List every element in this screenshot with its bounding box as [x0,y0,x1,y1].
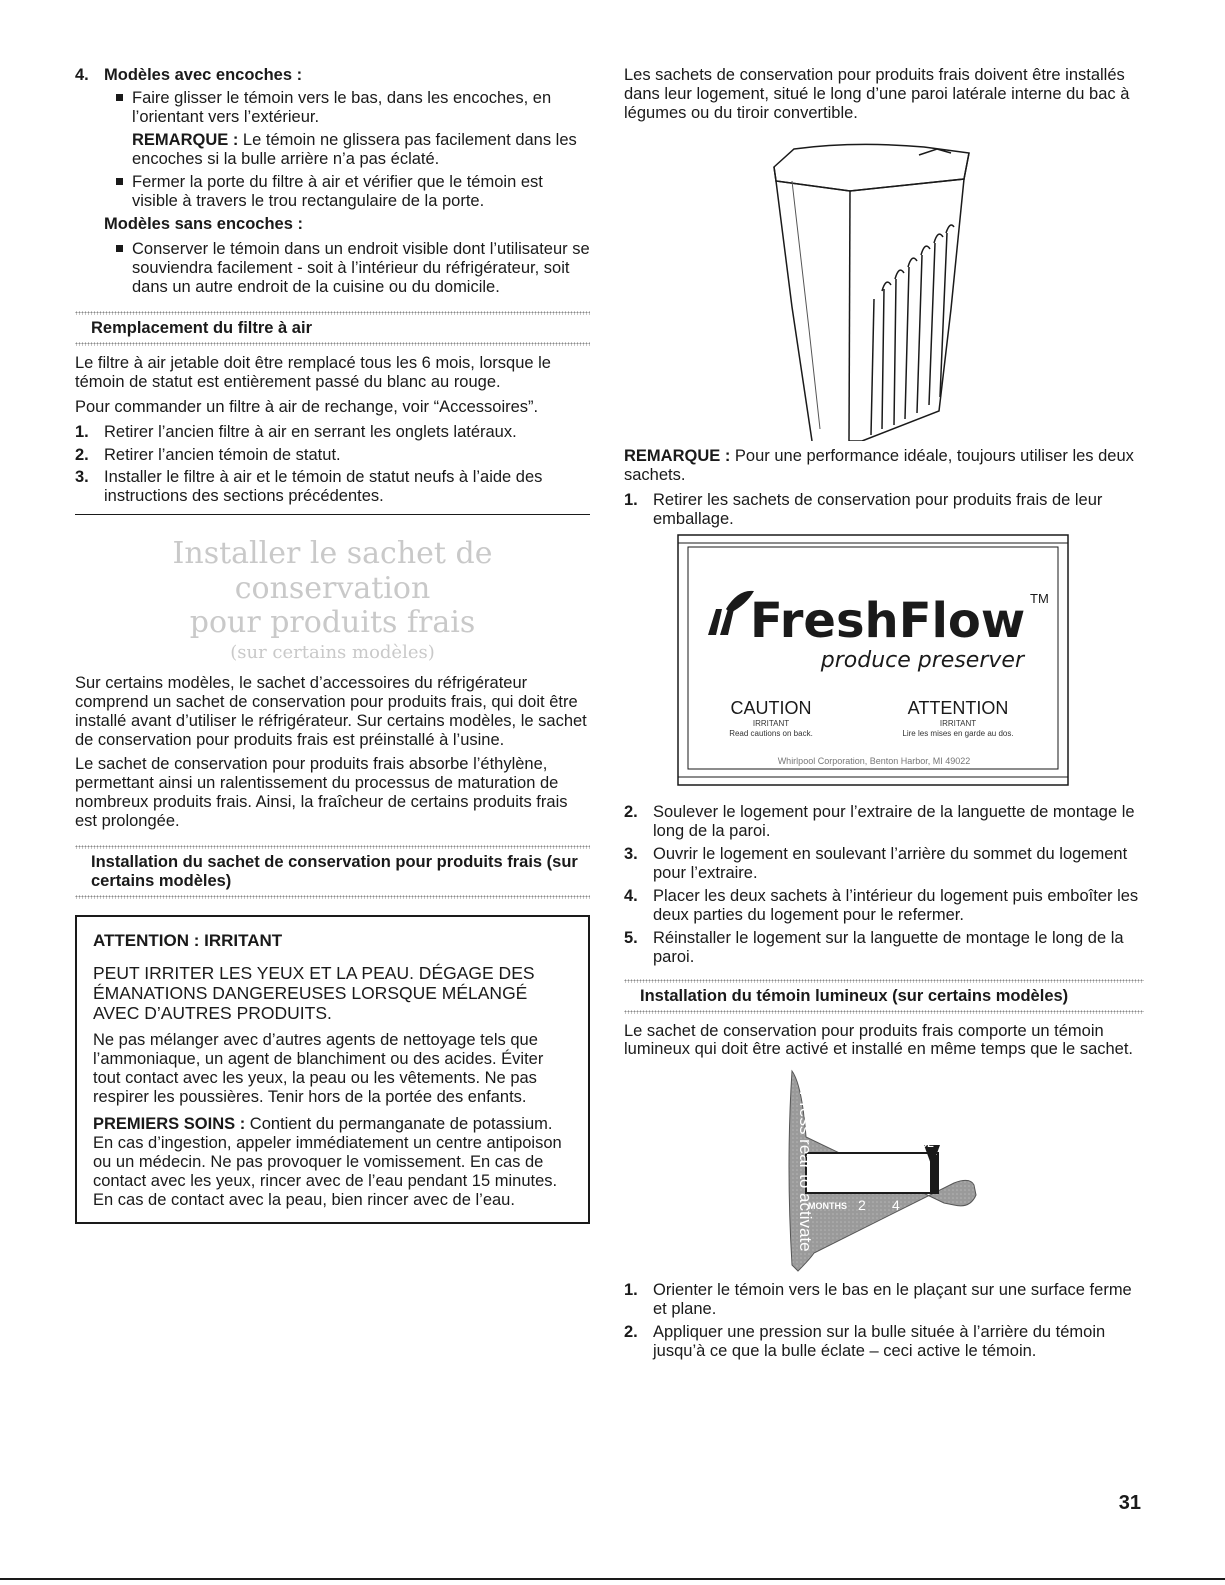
section-title [75,537,590,641]
note-label: REMARQUE : [132,130,239,149]
replace-step [75,446,590,465]
square-bullet-icon [116,178,123,185]
intro-paragraph: Sur certains modèles, le sachet d’accessoires du réfrigérateur comprend un sachet de conservation pour produits frais, qui doit être installé avant d’utiliser le réfrigérateur. Sur certains modèles, le sachet de conservation pour produits frais est préinstallé à l’usine. [75,673,587,749]
first-aid-label: PREMIERS SOINS : [93,1115,246,1134]
note-text: Pour une performance idéale, toujours utiliser les deux sachets. [624,446,1134,484]
caution-irritant: IRRITANT [752,718,790,728]
page-bottom-rule [0,1578,1225,1580]
bullet-text: Faire glisser le témoin vers le bas, dans les encoches, en l’orientant vers l’extérieur. [132,88,552,126]
step-text: Réinstaller le logement sur la languette de montage le long de la paroi. [653,928,1124,966]
note-paragraph [75,131,590,169]
first-aid-text: Contient du permanganate de potassium. En cas d’ingestion, appeler immédiatement un centre antipoison ou un médecin. Ne pas provoquer le vomissement. En cas de contact avec les yeux, rincer avec de l’eau pendant 15 minutes. En cas de contact avec la peau, bien rincer avec de l’eau. [93,1115,562,1209]
bullet-item [75,173,590,211]
step-number: 5. [624,928,638,947]
dotted-divider [624,1010,1144,1014]
note-label: REMARQUE : [624,446,731,465]
dotted-divider [75,342,590,346]
step-number: 4. [75,66,89,84]
step-number: 2. [624,1323,638,1342]
dotted-divider [75,895,590,899]
indicator-paragraph: Le sachet de conservation pour produits frais comporte un témoin lumineux qui doit être activé et installé en même temps que le sachet. [624,1021,1134,1059]
months-label: MONTHS [808,1201,847,1212]
step-text: Placer les deux sachets à l’intérieur du logement puis emboîter les deux parties du logement pour le refermer. [653,886,1139,924]
bullet-text: Conserver le témoin dans un endroit visible dont l’utilisateur se souviendra facilement - soit à l’intérieur du réfrigérateur, soit dans un autre endroit de la cuisine ou du domicile. [132,239,590,296]
step-notched-models [75,66,590,85]
indicator-step [624,1281,1144,1319]
month-4-label: 4 [892,1197,900,1214]
step-text: Retirer l’ancien témoin de statut. [104,445,341,464]
packet-step [624,887,1144,925]
replace-paragraph: Le filtre à air jetable doit être remplacé tous les 6 mois, lorsque le témoin de statut est entièrement passé du blanc au rouge. [75,353,551,391]
step-text: Ouvrir le logement en soulevant l’arrière du sommet du logement pour l’extraire. [653,844,1128,882]
note-paragraph [624,447,1144,485]
replace-paragraph: Pour commander un filtre à air de rechange, voir “Accessoires”. [75,397,539,416]
square-bullet-icon [116,245,123,252]
packet-step [624,803,1144,841]
note-text: Le témoin ne glissera pas facilement dans les encoches si la bulle arrière n’a pas éclaté. [132,130,577,168]
caution-label: CAUTION [730,697,812,718]
warning-title: ATTENTION : IRRITANT [93,931,283,951]
bullet-text: Fermer la porte du filtre à air et vérifier que le témoin est visible à travers le trou rectangulaire de la porte. [132,172,543,210]
indicator-step [624,1323,1144,1361]
press-to-activate-label: Press rear to activate [796,1091,815,1253]
square-bullet-icon [116,94,123,101]
packet-step [624,491,1144,529]
intro-paragraph: Le sachet de conservation pour produits frais absorbe l’éthylène, permettant ainsi un ralentissement du processus de maturation de nombreux produits frais. Ainsi, la fraîcheur de certains produits frais est prolongée. [75,755,568,831]
final-steps-list [624,1281,1144,1361]
section-heading-install-packet: Installation du sachet de conservation pour produits frais (sur certains modèles) [91,853,578,891]
section-title-line: Installer le sachet de conservation [172,536,493,606]
section-heading-indicator: Installation du témoin lumineux (sur certains modèles) [640,986,1069,1005]
left-column [75,66,590,1224]
step-number: 3. [624,844,638,863]
replace-step [75,468,590,506]
no-notch-models-title: Modèles sans encoches : [104,214,303,233]
section-divider [75,514,590,515]
packet-footer: Whirlpool Corporation, Benton Harbor, MI 49022 [777,755,971,766]
packet-step [624,929,1144,967]
brand-tagline: produce preserver [820,647,1024,673]
step-text: Retirer les sachets de conservation pour produits frais de leur emballage. [653,490,1103,528]
step-number: 2. [75,445,89,464]
warning-caps-text: PEUT IRRITER LES YEUX ET LA PEAU. DÉGAGE DES ÉMANATIONS DANGEREUSES LORSQUE MÉLANGÉ AVEC D’AUTRES PRODUITS. [93,962,535,1024]
freshflow-packet-illustration [624,533,1144,795]
housing-intro: Les sachets de conservation pour produits frais doivent être installés dans leur logement, situé le long d’une paroi latérale interne du bac à légumes ou du tiroir convertible. [624,66,1130,122]
brand-name: FreshFlow [750,592,1026,649]
caution-note: Read cautions on back. [729,728,813,738]
section-heading-replace-filter: Remplacement du filtre à air [91,318,312,337]
steps-list [624,803,1144,967]
trademark-mark: TM [1030,590,1049,606]
month-2-label: 2 [858,1197,866,1214]
page-number: 31 [1118,1492,1141,1514]
bullet-item [75,89,590,127]
attention-label: ATTENTION [907,697,1009,718]
attention-note: Lire les mises en garde au dos. [902,728,1014,738]
indicator-illustration [624,1065,1144,1273]
step-number: 2. [624,802,638,821]
step-number: 1. [624,490,638,509]
replace-label: REPLACE [886,1139,934,1151]
replace-step [75,423,590,442]
step-number: 1. [624,1281,638,1300]
bullet-item [75,240,590,297]
packet-step [624,845,1144,883]
step-number: 3. [75,468,89,487]
month-6-label: 6 [924,1197,932,1214]
step-number: 1. [75,422,89,441]
section-title-line: pour produits frais [189,605,476,641]
step-number: 4. [624,886,638,905]
right-column [624,66,1144,1365]
step-text: Orienter le témoin vers le bas en le plaçant sur une surface ferme et plane. [653,1281,1132,1319]
warning-body: Ne pas mélanger avec d’autres agents de nettoyage tels que l’ammoniaque, un agent de blanchiment ou des acides. Éviter tout contact avec les yeux, la peau ou les vêtements. Ne pas respirer les poussières. Tenir hors de la portée des enfants. [93,1031,544,1107]
section-subtitle: (sur certains modèles) [230,641,435,663]
step-text: Soulever le logement pour l’extraire de la languette de montage le long de la paroi. [653,802,1135,840]
step-text: Installer le filtre à air et le témoin de statut neufs à l’aide des instructions des sections précédentes. [104,468,543,506]
housing-illustration [624,129,1144,441]
step-text: Retirer l’ancien filtre à air en serrant les onglets latéraux. [104,422,517,441]
notched-models-title: Modèles avec encoches : [104,66,303,84]
first-aid-paragraph [93,1115,572,1210]
attention-irritant: IRRITANT [939,718,977,728]
step-text: Appliquer une pression sur la bulle située à l’arrière du témoin jusqu’à ce que la bulle éclate – ceci active le témoin. [653,1323,1106,1361]
warning-box [75,915,590,1224]
